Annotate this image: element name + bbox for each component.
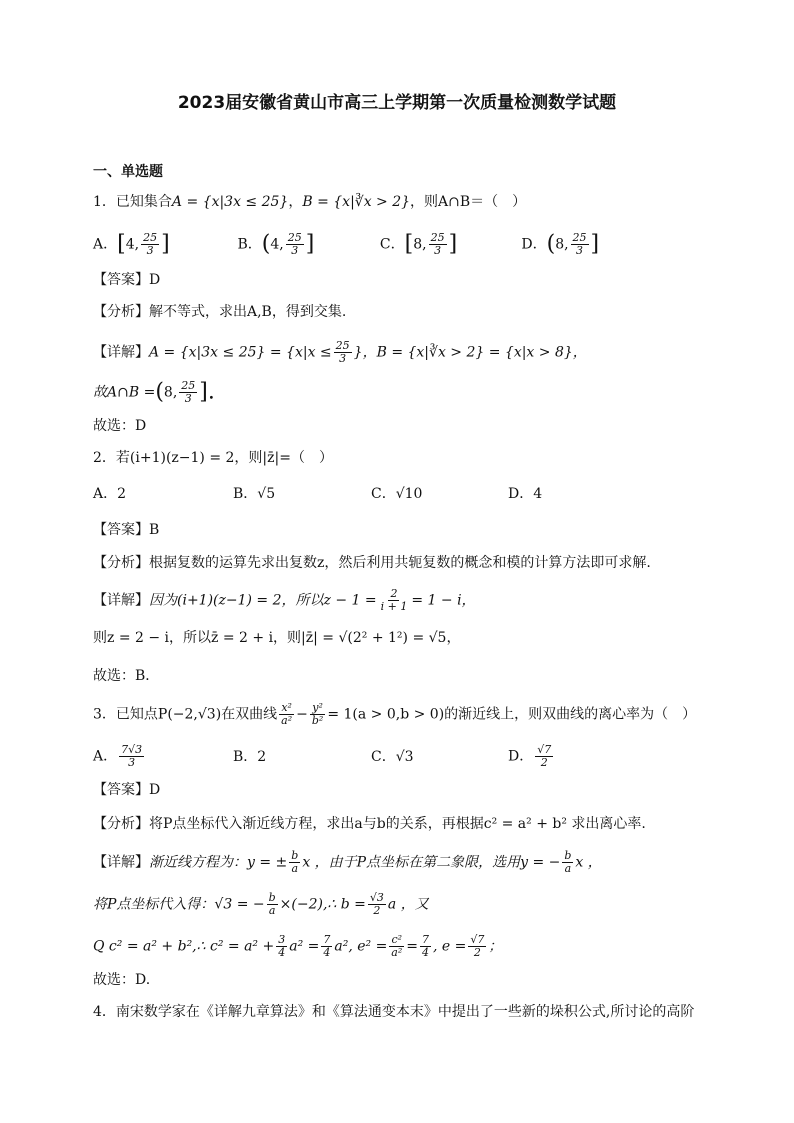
question-2-stem: 2．若(i+1)(z−1) = 2，则|z̄|=（ ） [93, 450, 333, 466]
question-2-options [93, 484, 542, 504]
question-3-detail: 【详解】渐近线方程为：y = ± $\frac{b}{a}$ x ，由于P点坐标在第二象限，选用y = − $\frac{b}{a}$ x ， [93, 849, 602, 875]
question-1-detail: 【详解】A = {x|3x ≤ 25} = {x|x ≤ $\frac{25}{3}$ }，B = {x|∛x > 2} = {x|x > 8}， [93, 339, 587, 365]
question-2-choice: 故选：B． [93, 668, 160, 684]
question-3-stem: 3．已知点P(−2,√3)在双曲线 $\frac{\text{x²}}{\text{a²}}$ − $\frac{\text{y²}}{\text{b²}}$ = 1(a > 0,b > 0)的渐近线上，则双曲线的离心率为（ ） [93, 701, 697, 727]
section-heading: 一、单选题 [93, 164, 163, 180]
question-1-choice: 故选：D [93, 418, 147, 434]
option-c: C．[8, $\frac{25}{3}$ ] [379, 231, 458, 257]
question-4-stem: 4．南宋数学家在《详解九章算法》和《算法通变本末》中提出了一些新的垛积公式,所讨论的高阶 [93, 1004, 695, 1020]
question-2-answer: 【答案】B [93, 522, 160, 538]
page-title: 2023届安徽省黄山市高三上学期第一次质量检测数学试题 [177, 93, 617, 113]
question-3-analysis: 【分析】将P点坐标代入渐近线方程，求出a与b的关系，再根据c² = a² + b² 求出离心率. [93, 816, 646, 832]
option-d: D．4 [508, 486, 543, 502]
question-3-options [93, 744, 555, 769]
question-1-analysis: 【分析】解不等式，求出A,B，得到交集. [93, 304, 347, 320]
question-2-analysis: 【分析】根据复数的运算先求出复数z，然后利用共轭复数的概念和模的计算方法即可求解. [93, 555, 651, 571]
question-3-answer: 【答案】D [93, 782, 161, 798]
option-b: B．2 [233, 748, 267, 765]
option-a: A． $\frac{7√3}{3}$ [93, 743, 143, 769]
option-d: D．(8, $\frac{25}{3}$ ] [521, 231, 600, 257]
question-2-detail: 【详解】因为(i+1)(z−1) = 2，所以z − 1 = $\frac{2}{i + 1}$ = 1 − i， [93, 587, 476, 613]
option-c: C．√3 [371, 748, 414, 765]
question-3-detail-3: Q c² = a² + b²,∴ c² = a² + $\frac{3}{4}$ a² = $\frac{7}{4}$ a², e² = $\frac{\text{c²}}{\text{a²}}$ = $\frac{7}{4}$ , e = $\frac{√7}{2}$ ； [93, 933, 503, 959]
question-1-stem: 1．已知集合A = {x|3x ≤ 25}，B = {x|∛x > 2}，则A∩B＝（ ） [93, 194, 527, 210]
option-c: C．√10 [371, 486, 423, 502]
option-a: A．[4, $\frac{25}{3}$ ] [93, 231, 170, 257]
question-3-choice: 故选：D. [93, 972, 151, 988]
question-2-detail-2: 则z = 2 − i，所以z̄ = 2 + i，则|z̄| = √(2² + 1²) = √5， [93, 630, 461, 646]
question-1-options [93, 232, 599, 257]
question-1-answer: 【答案】D [93, 272, 161, 288]
option-d: D． $\frac{√7}{2}$ [508, 743, 552, 769]
question-1-intersection: 故A∩B =(8, $\frac{25}{3}$ ]. [93, 379, 215, 405]
option-b: B．√5 [233, 486, 276, 502]
question-3-detail-2: 将P点坐标代入得：√3 = − $\frac{b}{a}$ ×(−2),∴ b = $\frac{√3}{2}$ a ，又 [93, 891, 429, 917]
option-b: B．(4, $\frac{25}{3}$ ] [237, 231, 315, 257]
option-a: A．2 [93, 486, 127, 502]
